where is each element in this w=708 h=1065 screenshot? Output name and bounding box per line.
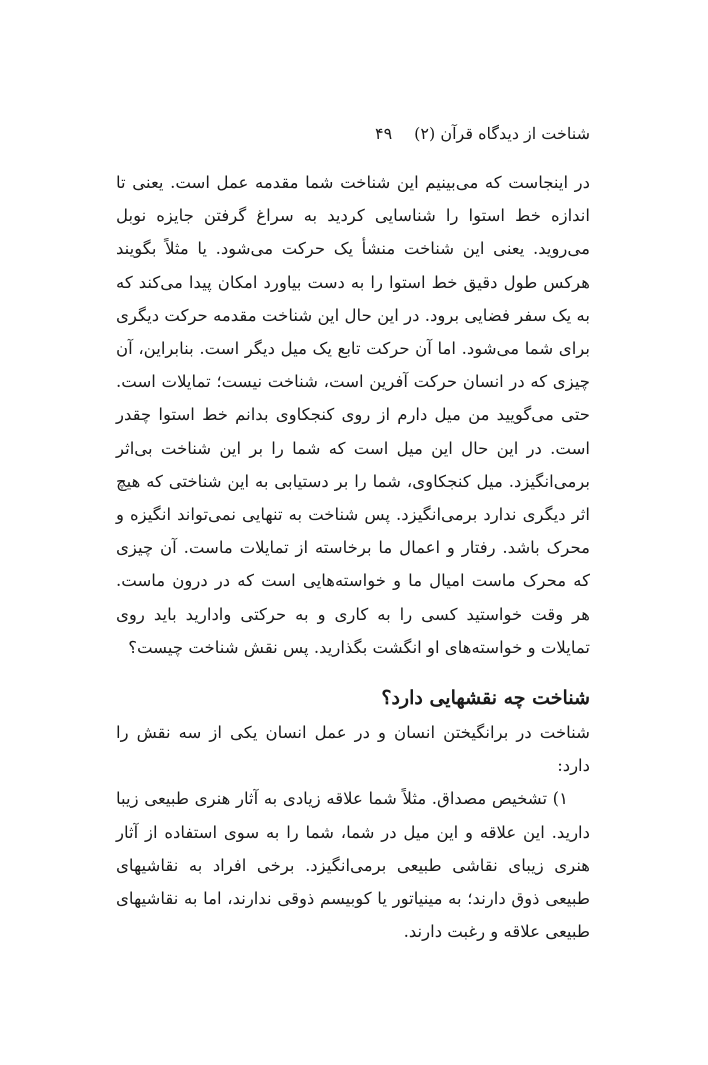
section-text [116,716,590,948]
running-header [118,118,590,148]
page-number: ۴۹ [374,123,393,143]
running-title: شناخت از دیدگاه قرآن (۲) [414,123,590,143]
section-heading: شناخت چه نقشهایی دارد؟ [381,687,590,709]
list-item: ۱) تشخیص مصداق. مثلاً شما علاقه زیادی به آثار هنری طبیعی زیبا دارید. این علاقه و این میل در شما، شما را به سوی استفاده از آثار هنری زیبای نقاشی طبیعی برمی‌انگیزد. برخی افراد به نقاشیهای طبیعی ذوق دارند؛ به مینیاتور یا کوبیسم ذوقی ندارند، اما به نقاشیهای طبیعی علاقه و رغبت دارند. [116,789,590,942]
paragraph: در اینجاست که می‌بینیم این شناخت شما مقدمه عمل است. یعنی تا اندازه خط استوا را شناسایی کردید به سراغ گرفتن جایزه نوبل می‌روید. یعنی این شناخت منشأ یک حرکت می‌شود. یا مثلاً بگویند هرکس طول دقیق خط استوا را به دست بیاورد امکان پیدا می‌کند که به یک سفر فضایی برود. در این حال این شناخت مقدمه حرکت دیگری برای شما می‌شود. اما آن حرکت تابع یک میل دیگر است. بنابراین، آن چیزی که در انسان حرکت آفرین است، شناخت نیست؛ تمایلات است. حتی می‌گویید من میل دارم از روی کنجکاوی بدانم خط استوا چقدر است. در این حال این میل است که شما را بر این شناخت بی‌اثر برمی‌انگیزد. میل کنجکاوی، شما را بر دستیابی به این شناختی که هیچ اثر دیگری ندارد برمی‌انگیزد. پس شناخت به تنهایی نمی‌تواند انگیزه و محرک باشد. رفتار و اعمال ما برخاسته از تمایلات ماست. آن چیزی که محرک ماست امیال ما و خواسته‌هایی است که در درون ماست. هر وقت خواستید کسی را به کاری و به حرکتی وادارید باید روی تمایلات و خواسته‌های او انگشت بگذارید. پس نقش شناخت چیست؟ [116,173,590,657]
main-text [116,166,590,664]
section-intro: شناخت در برانگیختن انسان و در عمل انسان یکی از سه نقش را دارد: [116,723,590,776]
